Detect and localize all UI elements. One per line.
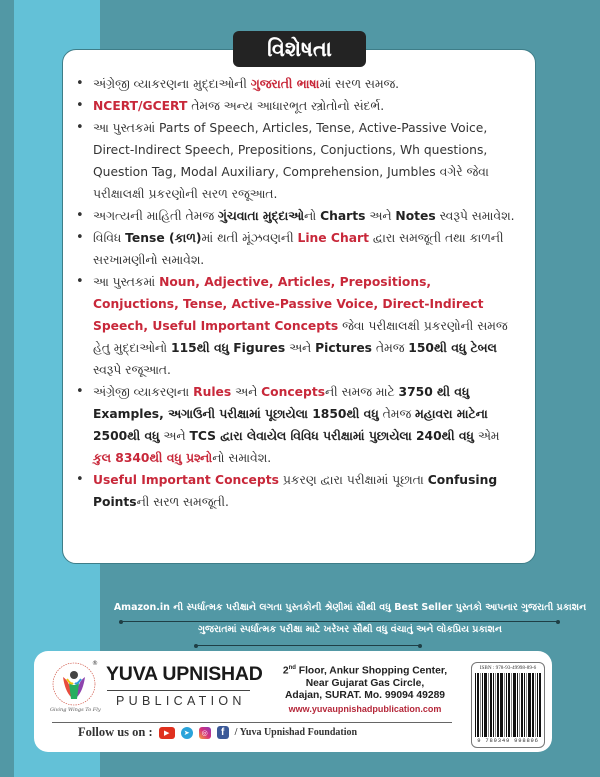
barcode-bar [482, 673, 483, 737]
facebook-icon[interactable]: f [217, 726, 229, 739]
social-follow [78, 725, 357, 740]
barcode-bar [508, 673, 510, 737]
barcode-bars [475, 673, 541, 737]
feature-item: • અંગ્રેજી વ્યાકરણના Rules અને Conceptsની સમજ માટે 3750 થી વધુ Examples, અગાઉની પરીક્ષામાં પૂછાયેલા 1850થી વધુ તેમજ મહાવરા માટેના 2500થી વધુ અને TCS દ્વારા લેવાયેલ વિવિધ પરીક્ષામાં પુછાયેલા 240થી વધુ એમ કુલ 8340થી વધુ પ્રશ્નોનો સમાવેશ. [93, 381, 519, 469]
barcode-bar [484, 673, 487, 737]
tagline-popular: ગુજરાતમાં સ્પર્ધાત્મક પરીક્ષા માટે ખરેખર સૌથી વધુ વંચાતું અને લોકપ્રિય પ્રકાશન [198, 624, 502, 635]
instagram-icon[interactable]: ◎ [199, 727, 211, 739]
amazon-brand: Amazon.in [113, 602, 170, 613]
isbn-number: ISBN : 978-93-49998-89-6 [479, 665, 537, 671]
barcode-bar [480, 673, 481, 737]
barcode-bar [539, 673, 541, 737]
barcode-bar [488, 673, 489, 737]
publisher-logo-icon [51, 661, 97, 707]
isbn-barcode [471, 662, 545, 748]
barcode-bar [497, 673, 499, 737]
features-card [62, 49, 536, 564]
barcode-bar [495, 673, 496, 737]
barcode-bar [504, 673, 505, 737]
barcode-bar [519, 673, 520, 737]
barcode-bar [500, 673, 503, 737]
publisher-box [34, 651, 552, 752]
barcode-bar [535, 673, 536, 737]
barcode-bar [528, 673, 531, 737]
publisher-name: YUVA UPNISHAD [106, 663, 263, 685]
barcode-bar [524, 673, 525, 737]
address-divider [52, 722, 452, 723]
barcode-bar [517, 673, 518, 737]
barcode-bar [513, 673, 516, 737]
barcode-bar [490, 673, 492, 737]
feature-item: • અગત્યની માહિતી તેમજ ગુંચવાતા મુદ્દાઓનો Charts અને Notes સ્વરૂપે સમાવેશ. [93, 205, 519, 227]
feature-item: • આ પુસ્તકમાં Noun, Adjective, Articles, Prepositions, Conjuctions, Tense, Active-Passive Voice, Direct-Indirect Speech, Useful Important Concepts જેવા પરીક્ષાલક્ષી પ્રકરણોની સમજ હેતુ મુદ્દાઓનો 115થી વધુ Figures અને Pictures તેમજ 150થી વધુ ટેબલ સ્વરૂપે રજૂઆત. [93, 271, 519, 381]
feature-item: • Useful Important Concepts પ્રકરણ દ્વારા પરીક્ષામાં પૂછાતા Confusing Pointsની સરળ સમજૂતી. [93, 469, 519, 513]
barcode-bar [532, 673, 534, 737]
barcode-bar [526, 673, 527, 737]
barcode-bar [477, 673, 479, 737]
tagline-divider [196, 645, 420, 646]
website-link[interactable]: www.yuvaupnishadpublication.com [288, 703, 442, 714]
barcode-digits: 9 789349 998896 [477, 737, 539, 744]
feature-item: • વિવિધ Tense (કાળ)માં થતી મૂંઝવણની Line Chart દ્વારા સમજૂતી તથા કાળની સરખામણીનો સમાવેશ. [93, 227, 519, 271]
brand-divider [107, 690, 250, 691]
feature-item: • NCERT/GCERT તેમજ અન્ય આધારભૂત સ્ત્રોતોનો સંદર્ભ. [93, 95, 519, 117]
barcode-bar [493, 673, 494, 737]
barcode-bar [475, 673, 476, 737]
barcode-bar [537, 673, 538, 737]
follow-label: Follow us on : [78, 725, 153, 739]
barcode-bar [506, 673, 507, 737]
tagline-divider [121, 621, 558, 622]
youtube-icon[interactable]: ▶ [159, 727, 175, 739]
publisher-address: 2nd Floor, Ankur Shopping Center, Near Gujarat Gas Circle, Adajan, SURAT. Mo. 99094 49289 www.yuvaupnishadpublication.com [272, 662, 458, 715]
features-title: વિશેષતા [233, 31, 366, 67]
feature-item: • અંગ્રેજી વ્યાકરણના મુદ્દાઓની ગુજરાતી ભાષામાં સરળ સમજ. [93, 73, 519, 95]
telegram-icon[interactable]: ➤ [181, 727, 193, 739]
publisher-motto: Giving Wings To Fly [50, 707, 101, 713]
publisher-subtitle: PUBLICATION [116, 694, 246, 708]
barcode-bar [521, 673, 523, 737]
feature-item: • આ પુસ્તકમાં Parts of Speech, Articles, Tense, Active-Passive Voice, Direct-Indirect Speech, Prepositions, Conjuctions, Wh questions, Question Tag, Modal Auxiliary, Comprehension, Jumbles વગેરે જેવા પરીક્ષાલક્ષી પ્રકરણોની સરળ રજૂઆત. [93, 117, 519, 205]
registered-mark: ® [92, 660, 98, 667]
barcode-bar [511, 673, 512, 737]
tagline-bestseller: Amazon.in ની સ્પર્ધાત્મક પરીક્ષાને લગતા પુસ્તકોની શ્રેણીમાં સૌથી વધુ Best Seller પુસ્તકો આપનાર ગુજરાતી પ્રકાશન [113, 602, 587, 613]
social-handle: / Yuva Upnishad Foundation [234, 727, 358, 738]
bestseller-badge: Best Seller [394, 602, 453, 613]
features-list [63, 73, 535, 513]
